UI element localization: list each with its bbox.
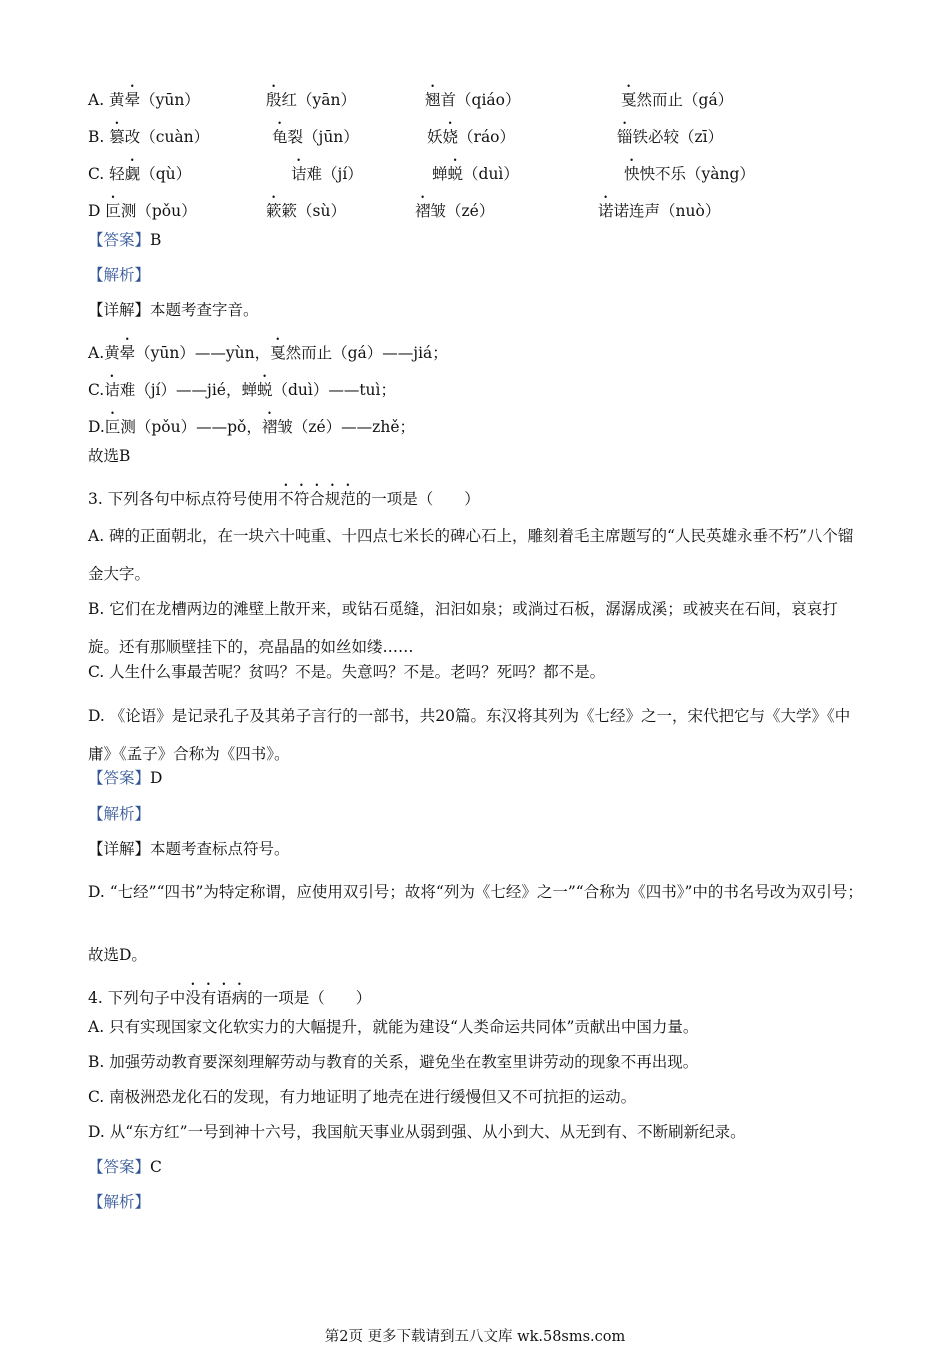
q4-option-d: D. 从“东方红”一号到神十六号，我国航天事业从弱到强、从小到大、从无到有、不断刷新纪录。	[88, 1123, 746, 1141]
q2-option-cell: 锱铁必较（zī）	[617, 128, 724, 146]
q4-option-b: B. 加强劳动教育要深刻理解劳动与教育的关系，避免坐在教室里讲劳动的现象不再出现。	[88, 1053, 699, 1071]
q2-answer: 【答案】B	[88, 231, 162, 249]
q3-answer: 【答案】D	[88, 769, 163, 787]
q4-answer: 【答案】C	[88, 1158, 162, 1176]
q2-option-cell: 蝉蜕（duì）	[432, 165, 519, 183]
q3-option-d: D. 《论语》是记录孔子及其弟子言行的一部书，共20篇。东汉将其列为《七经》之一，宋代把它与《大学》《中庸》《孟子》合称为《四书》。	[88, 707, 851, 763]
q2-note-c: C.诘难（jí）——jié，蝉蜕（duì）——tuì；	[88, 381, 396, 399]
answer-label: 【答案】	[88, 1158, 151, 1176]
q2-option-cell: 翘首（qiáo）	[425, 91, 521, 109]
q3-conclusion: 故选D。	[88, 946, 147, 964]
q2-analysis-label: 【解析】	[88, 266, 151, 284]
q2-option-cell: 诘难（jí）	[291, 165, 363, 183]
q2-option-cell: 殷红（yān）	[266, 91, 356, 109]
q2-option-cell: 戛然而止（gá）	[621, 91, 734, 109]
q3-note: D. “七经”“四书”为特定称谓，应使用双引号；故将“列为《七经》之一”“合称为《四书》”中的书名号改为双引号；	[88, 883, 863, 901]
q4-option-a: A. 只有实现国家文化软实力的大幅提升，就能为建设“人类命运共同体”贡献出中国力量。	[88, 1018, 699, 1036]
q3-option-b: B. 它们在龙槽两边的滩壁上散开来，或钻石觅缝，汩汩如泉；或淌过石板，潺潺成溪；或被夹在石间，哀哀打旋。还有那顺壁挂下的，亮晶晶的如丝如缕……	[88, 600, 838, 656]
q4-stem: 4. 下列句子中没有语病的一项是（ ）	[88, 989, 372, 1007]
q3-analysis-label: 【解析】	[88, 805, 151, 823]
q2-option-cell: 簌簌（sù）	[266, 202, 346, 220]
q2-option-cell: D 叵测（pǒu）	[88, 202, 197, 220]
answer-label: 【答案】	[88, 769, 151, 787]
q2-detail: 【详解】本题考查字音。	[88, 301, 259, 319]
q2-note-d: D.叵测（pǒu）——pǒ，褶皱（zé）——zhě；	[88, 418, 416, 436]
q2-option-cell: 褶皱（zé）	[415, 202, 495, 220]
q3-stem: 3. 下列各句中标点符号使用不符合规范的一项是（ ）	[88, 490, 480, 508]
q2-option-cell: 怏怏不乐（yàng）	[624, 165, 755, 183]
q3-detail: 【详解】本题考查标点符号。	[88, 840, 290, 858]
q2-option-cell: 妖娆（ráo）	[427, 128, 516, 146]
q2-note-a: A.黄晕（yūn）——yùn，戛然而止（gá）——jiá；	[88, 344, 448, 362]
q2-option-cell: 诺诺连声（nuò）	[598, 202, 721, 220]
q4-analysis-label: 【解析】	[88, 1193, 151, 1211]
q2-option-cell: 龟裂（jūn）	[272, 128, 359, 146]
answer-label: 【答案】	[88, 231, 151, 249]
page-footer: 第2页 更多下载请到五八文库 wk.58sms.com	[324, 1329, 626, 1345]
q3-option-a: A. 碑的正面朝北，在一块六十吨重、十四点七米长的碑心石上，雕刻着毛主席题写的“人民英雄永垂不朽”八个镏金大字。	[88, 527, 854, 583]
q2-conclusion: 故选B	[88, 447, 131, 465]
q2-option-cell: C. 轻觑（qù）	[88, 165, 192, 183]
q4-option-c: C. 南极洲恐龙化石的发现，有力地证明了地壳在进行缓慢但又不可抗拒的运动。	[88, 1088, 637, 1106]
q2-option-cell: B. 篡改（cuàn）	[88, 128, 210, 146]
q3-option-c: C. 人生什么事最苦呢？贫吗？不是。失意吗？不是。老吗？死吗？都不是。	[88, 663, 606, 681]
q2-option-cell: A. 黄晕（yūn）	[88, 91, 200, 109]
